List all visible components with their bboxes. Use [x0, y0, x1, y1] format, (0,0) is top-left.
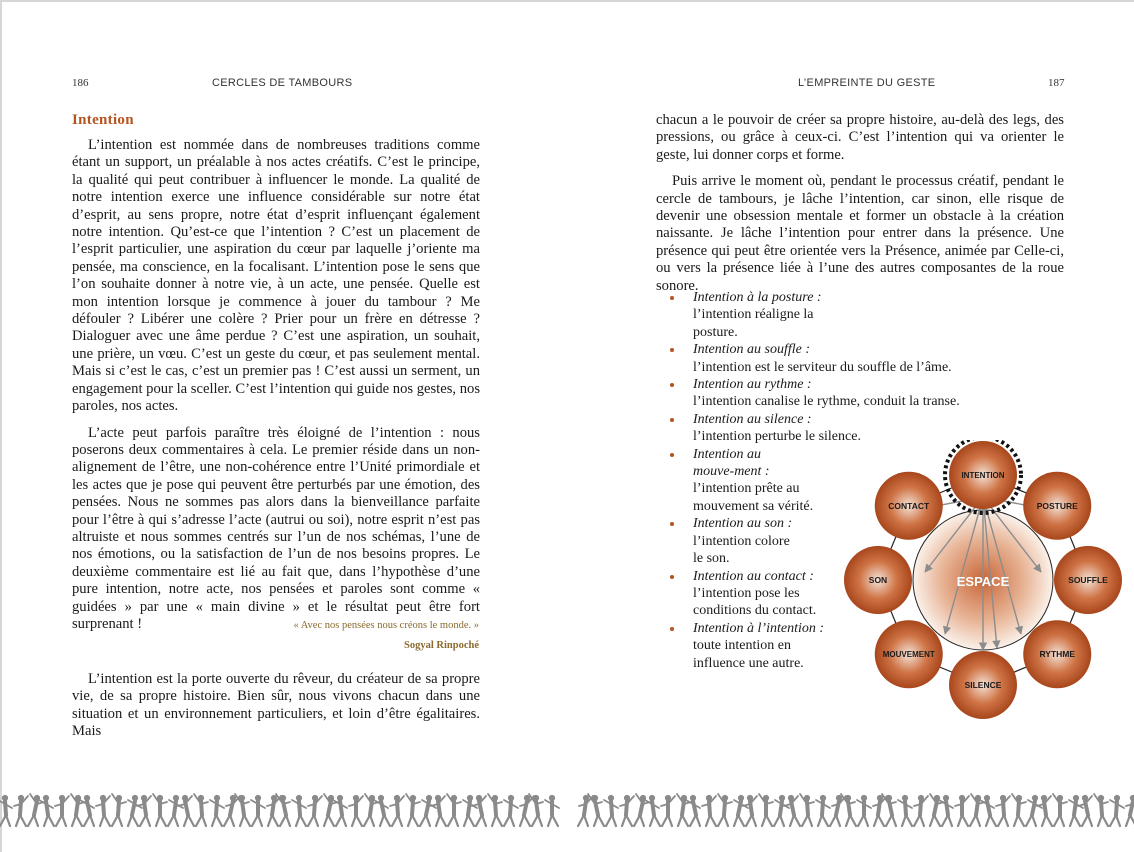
dancer-icon — [734, 795, 748, 826]
node-label: SILENCE — [964, 680, 1002, 690]
dancer-icon — [759, 794, 773, 826]
list-desc: l’intention est le serviteur du souffle de l’âme. — [693, 359, 952, 375]
dancer-icon — [520, 795, 534, 826]
dancer-icon — [645, 795, 660, 826]
paragraph: chacun a le pouvoir de créer sa propre histoire, au-delà des legs, des pressions, ou grâce à ceux-ci. C’est l’intention qui va orienter le geste, lui donner corps et forme. — [656, 112, 1064, 163]
page-number-right: 187 — [1048, 77, 1065, 89]
dancer-icon — [55, 795, 69, 826]
right-column — [656, 112, 1064, 295]
dancer-icon — [661, 795, 675, 826]
dancer-icon — [406, 794, 420, 826]
dancer-icon — [634, 794, 650, 826]
section-title: Intention — [72, 112, 134, 128]
wheel-node-mouvement — [875, 620, 943, 688]
wheel-node-contact — [875, 472, 943, 540]
dancer-icon — [267, 795, 281, 826]
node-label: INTENTION — [961, 471, 1005, 480]
node-label: CONTACT — [888, 500, 930, 511]
list-desc: toute intention en influence une autre. — [693, 638, 804, 671]
page-frame-left — [0, 0, 2, 852]
wheel-node-rythme — [1023, 620, 1091, 688]
dancer-icon — [1026, 795, 1042, 826]
page-number-left: 186 — [72, 77, 89, 89]
dancer-icon — [1069, 795, 1083, 826]
dancer-icon — [472, 795, 486, 826]
dancer-icon — [324, 794, 338, 826]
dancer-icon — [1012, 794, 1026, 826]
list-item — [660, 515, 845, 567]
sound-wheel-diagram — [838, 440, 1134, 730]
list-term: Intention au silence : — [693, 411, 812, 427]
bullet-icon — [670, 627, 674, 631]
dancer-icon — [153, 794, 167, 826]
dancer-icon — [578, 795, 593, 826]
node-label: MOUVEMENT — [882, 650, 935, 660]
list-item — [660, 411, 861, 446]
paragraph: Puis arrive le moment où, pendant le processus créatif, pendant le cercle de tambours, je lâche l’intention, car sinon, elle risque de devenir une obsession mentale et former un obstacle à la création naissante. Je lâche l’intention pour entrer dans la présence. Une présence qui peut être orientée vers la Présence, animée par Celle-ci, ou vers la présence liée à l’une des autres composantes de la roue sonore. — [656, 173, 1064, 294]
dancer-icon — [620, 795, 634, 826]
dancer-icon — [39, 795, 54, 826]
dancer-icon — [588, 794, 604, 826]
bullet-icon — [670, 575, 674, 579]
dancer-icon — [112, 794, 126, 826]
bullet-icon — [670, 296, 674, 300]
list-desc: l’intention canalise le rythme, conduit la transe. — [693, 394, 960, 410]
dancer-icon — [939, 795, 953, 826]
dancer-icon — [224, 795, 240, 826]
dancer-icon — [830, 795, 846, 826]
list-term: Intention au rythme : — [693, 377, 812, 393]
list-item — [660, 620, 845, 672]
list-item — [660, 289, 845, 341]
dancer-icon — [420, 795, 436, 826]
dancer-icon — [970, 794, 985, 826]
left-column-top — [72, 137, 480, 633]
dancers-frieze — [0, 790, 1134, 838]
dancer-icon — [504, 795, 518, 826]
dancer-icon — [718, 794, 732, 826]
list-term: Intention au souffle : — [693, 342, 811, 358]
dancer-icon — [71, 794, 85, 826]
dancer-icon — [816, 795, 830, 826]
list-desc: l’intention pose les conditions du contact. — [693, 585, 817, 619]
epigraph-quote: « Avec nos pensées nous créons le monde. » — [293, 620, 479, 631]
epigraph-author: Sogyal Rinpoché — [404, 640, 479, 651]
dancers-frieze-right — [578, 794, 1134, 826]
dancer-icon — [96, 795, 110, 826]
bullet-icon — [670, 348, 674, 352]
list-term: Intention à la posture : — [693, 290, 822, 305]
list-item — [660, 568, 845, 620]
dancer-icon — [210, 795, 224, 826]
left-column-bottom — [72, 671, 480, 741]
bullet-icon — [670, 522, 674, 526]
list-desc: l’intention réaligne la posture. — [693, 307, 814, 340]
dancer-icon — [168, 795, 183, 826]
dancer-icon — [0, 795, 12, 826]
dancer-icon — [545, 795, 559, 826]
dancer-icon — [292, 795, 306, 826]
dancer-icon — [251, 795, 265, 826]
node-label: SOUFFLE — [1068, 575, 1108, 585]
list-term: Intention au son : — [693, 516, 793, 532]
dancer-icon — [784, 795, 800, 826]
dancer-icon — [128, 795, 142, 826]
dancer-icon — [463, 795, 477, 826]
dancer-icon — [1094, 794, 1108, 826]
dancer-icon — [873, 795, 887, 826]
espace-label: ESPACE — [956, 574, 1010, 589]
list-desc: l’intention perturbe le silence. — [693, 429, 861, 445]
dancers-frieze-left — [0, 794, 559, 826]
list-item — [660, 446, 845, 516]
list-desc: l’intention colore le son. — [693, 533, 790, 567]
dancer-icon — [364, 794, 379, 826]
running-head-left: CERCLES DE TAMBOURS — [212, 77, 353, 89]
list-term: Intention au mouve-ment : — [693, 446, 770, 480]
bullet-icon — [670, 383, 674, 387]
dancer-icon — [374, 795, 390, 826]
dancer-icon — [1078, 795, 1092, 826]
page-frame-top — [0, 0, 1134, 2]
dancer-icon — [686, 795, 700, 826]
dancer-icon — [1037, 795, 1052, 826]
list-item — [660, 376, 960, 411]
wheel-node-souffle — [1054, 546, 1122, 614]
dancer-icon — [677, 794, 691, 826]
dancer-icon — [1110, 795, 1124, 826]
dancer-icon — [743, 795, 757, 826]
dancer-icon — [178, 795, 194, 826]
dancer-icon — [980, 795, 996, 826]
dancer-icon — [996, 795, 1010, 826]
dancer-icon — [194, 794, 208, 826]
dancer-icon — [333, 795, 347, 826]
dancer-icon — [80, 795, 94, 826]
node-label: POSTURE — [1036, 500, 1078, 511]
list-desc: l’intention prête au mouvement sa vérité. — [693, 481, 814, 514]
list-item — [660, 341, 952, 376]
dancer-icon — [702, 795, 716, 826]
dancer-icon — [930, 794, 944, 826]
dancer-icon — [914, 795, 928, 826]
dancer-icon — [137, 795, 151, 826]
dancer-icon — [431, 795, 446, 826]
list-term: Intention à l’intention : — [693, 620, 825, 636]
paragraph: L’intention est la porte ouverte du rêveur, du créateur de sa propre vie, de sa propre histoire. Bien sûr, nous vivons chacun dans une situation et un environnement particuliers, et loin d’être égalitaires. Mais — [72, 671, 480, 740]
intention-list — [660, 289, 960, 672]
dancer-icon — [488, 794, 502, 826]
dancer-icon — [604, 795, 618, 826]
running-head-right: L’EMPREINTE DU GESTE — [798, 77, 936, 89]
bullet-icon — [670, 418, 674, 422]
dancer-icon — [800, 794, 814, 826]
bullet-icon — [670, 453, 674, 457]
dancer-icon — [349, 795, 363, 826]
list-term: Intention au contact : — [693, 568, 814, 584]
dancer-icon — [898, 795, 912, 826]
dancer-icon — [447, 794, 461, 826]
wheel-node-silence — [949, 651, 1017, 719]
dancer-icon — [28, 794, 44, 826]
wheel-node-son — [844, 546, 912, 614]
paragraph: L’acte peut parfois paraître très éloigné de l’intention : nous poserons deux commentaires à cela. Le premier réside dans un non-alignement de l’être, une non-cohérence entre l’Unité primordiale et les actes que je pose qui peuvent être perturbés par une émotion, des pensées. Nous ne sommes pas alors dans la bienveillance parfaite pour l’être à qui s’adresse l’acte (autrui ou soi), notre esprit n’est pas altruiste et nous sommes centrés sur l’un de nos schémas, l’une de nos émotions, ou la satisfaction de l’un de nos besoins propres. Le deuxième commentaire est lié au fait que, dans l’hypothèse d’une pure intention, notre acte, nos pensées et paroles sont comme « guidées » par une « main divine » et le résultat peut être fort surprenant ! — [72, 424, 480, 632]
dancer-icon — [308, 795, 322, 826]
node-label: RYTHME — [1039, 649, 1076, 660]
node-label: SON — [868, 575, 888, 585]
dancer-icon — [14, 795, 28, 826]
dancer-icon — [955, 795, 969, 826]
dancer-icon — [857, 795, 871, 826]
dancer-icon — [1053, 794, 1067, 826]
dancer-icon — [390, 795, 404, 826]
wheel-node-posture — [1023, 472, 1091, 540]
dancer-icon — [1126, 795, 1134, 826]
paragraph: L’intention est nommée dans de nombreuses traditions comme étant un support, un préalable à nos actes créatifs. C’est le principe, la qualité qui peut contribuer à influencer le monde. La qualité de notre intention exerce une influence considérable sur notre état d’esprit, au sens propre, notre état d’esprit influençant également notre intention. Qu’est-ce que l’intention ? C’est un placement de l’esprit particulier, une aspiration du cœur par laquelle j’oriente ma pensée, ma conscience, en la focalisant. L’intention pose le sens que l’on souhaite donner à notre vie, à un acte, une pensée. Quelle est mon intention lorsque je commence à jouer du tambour ? Me défouler ? Libérer une colère ? Prier pour un frère en détresse ? Dialoguer avec une âme perdue ? C’est une aspiration, un souhait, une prière, un vœu. C’est un geste du cœur, et pas seulement mental. Mais si c’est le cas, c’est un premier pas ! C’est aussi un serment, un engagement pour la sceller. C’est l’intention qui guide nos gestes, nos paroles, nos actes. — [72, 137, 480, 415]
dancer-icon — [774, 795, 789, 826]
